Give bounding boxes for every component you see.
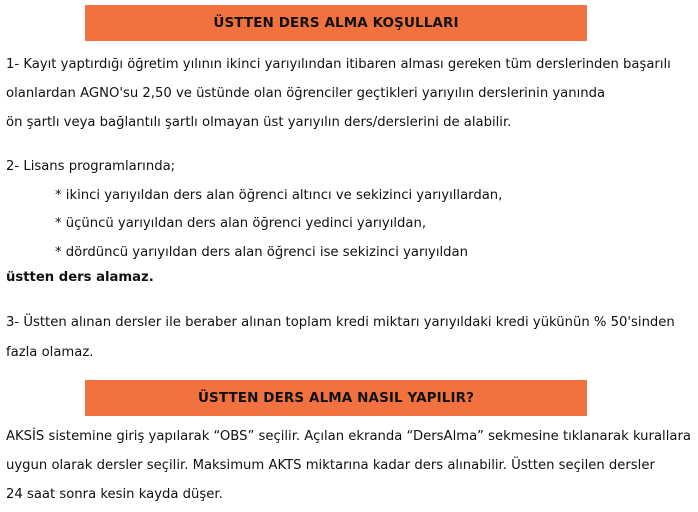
section-title-how-to: ÜSTTEN DERS ALMA NASIL YAPILIR?: [197, 390, 475, 406]
item2-bullet-3: * dördüncü yarıyıldan ders alan öğrenci ise sekizinci yarıyıldan: [55, 245, 468, 260]
item1-line3: ön şartlı veya bağlantılı şartlı olmayan üst yarıyılın ders/derslerini de alabilir.: [6, 115, 512, 130]
howto-line1: AKSİS sistemine giriş yapılarak “OBS” seçilir. Açılan ekranda “DersAlma” sekmesine tıklanarak kurallara: [6, 429, 691, 444]
item2-bullet-1: * ikinci yarıyıldan ders alan öğrenci altıncı ve sekizinci yarıyıllardan,: [55, 188, 503, 203]
howto-line3: 24 saat sonra kesin kayda düşer.: [6, 487, 223, 502]
section-title-conditions: ÜSTTEN DERS ALMA KOŞULLARI: [213, 15, 459, 31]
item2-intro: 2- Lisans programlarında;: [6, 159, 176, 174]
howto-line2: uygun olarak dersler seçilir. Maksimum AKTS miktarına kadar ders alınabilir. Üstten seçilen dersler: [6, 458, 655, 473]
item3-line1: 3- Üstten alınan dersler ile beraber alınan toplam kredi miktarı yarıyıldaki kredi yükünün % 50'sinden: [6, 315, 675, 330]
item1-line1: 1- Kayıt yaptırdığı öğretim yılının ikinci yarıyılından itibaren alması gereken tüm derslerinden başarılı: [6, 57, 671, 72]
section-banner-conditions: [85, 5, 587, 41]
item2-bullet-2: * üçüncü yarıyıldan ders alan öğrenci yedinci yarıyıldan,: [55, 216, 427, 231]
item2-conclusion: üstten ders alamaz.: [6, 270, 154, 285]
item3-line2: fazla olamaz.: [6, 345, 94, 360]
section-banner-how-to: [85, 380, 587, 416]
item1-line2: olanlardan AGNO'su 2,50 ve üstünde olan öğrenciler geçtikleri yarıyılın derslerinin yanında: [6, 86, 606, 101]
